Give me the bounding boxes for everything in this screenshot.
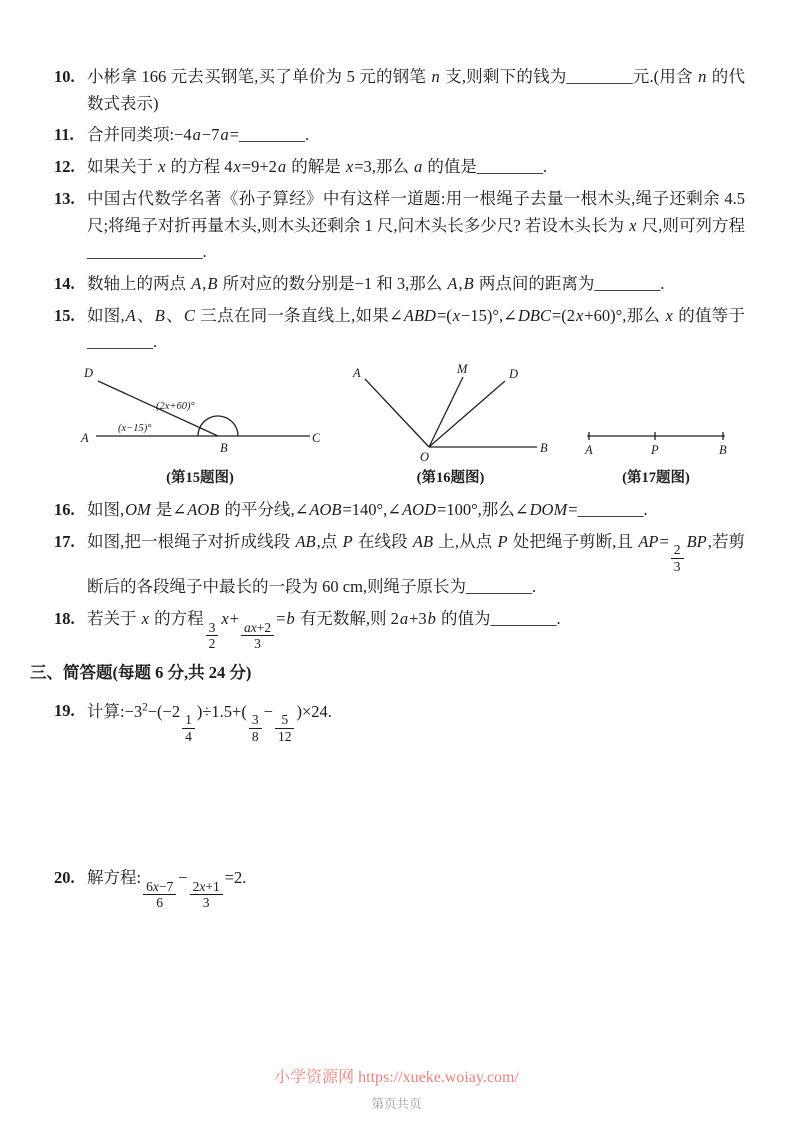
question-19-number: 19. [54,701,75,721]
text-run: )×24. [296,701,332,721]
math-variable: B [154,305,165,325]
math-variable: DOM [529,500,568,520]
question-13-text [87,189,745,261]
question-11 [54,122,745,149]
question-16-text [87,500,648,519]
fraction-denominator: 3 [673,558,681,574]
question-17-number: 17. [54,531,75,551]
question-12 [54,154,745,181]
point-label-a: A [352,366,361,381]
math-variable: A [125,305,136,325]
question-10-number: 10. [54,67,75,86]
point-label-a: A [81,431,89,446]
text-run: 支,则剩下的钱为________元.(用含 [440,67,698,86]
text-run: 如图, [87,500,125,520]
text-run: =________. [568,500,648,520]
math-variable: A [191,274,202,294]
text-run: =________. [229,125,310,145]
ray-od [429,381,505,447]
text-run: )÷1.5+( [196,701,247,721]
question-20-number: 20. [54,868,75,888]
math-variable: P [497,531,508,551]
point-label-m: M [456,363,467,377]
text-run: , [458,274,463,294]
text-run: 有无数解,则 2 [295,609,399,629]
math-variable: x [158,157,166,177]
math-variable: A [447,274,458,294]
question-18 [54,606,745,652]
question-12-text [87,157,547,176]
text-run: −15)°,∠ [461,305,517,325]
text-run: 是∠ [151,500,187,520]
fraction-denominator: 6 [156,895,164,911]
fraction [190,879,223,911]
math-variable: a [399,609,409,629]
text-run: +60)°,那么 [584,305,665,325]
point-label-p: P [651,443,659,458]
math-variable: a [277,157,287,177]
point-label-a: A [585,443,593,458]
text-run: +3 [409,609,427,629]
text-run: 如图,把一根绳子对折成线段 [87,531,295,551]
angle-label-2x-plus-60: (2x+60)° [156,401,195,413]
fraction-numerator: 2 [671,542,684,559]
text-run: =3,那么 [354,157,414,177]
math-variable: AB [295,531,316,551]
math-variable: n [431,67,440,86]
text-run: −7 [201,125,220,145]
fraction-numerator: 6x−7 [143,879,176,896]
math-variable: AOB [309,500,342,520]
text-run: 的解是 [287,157,345,177]
text-run: =140°,∠ [342,500,402,520]
answer-space-q19 [54,749,745,865]
fraction-numerator: 1 [182,712,195,729]
question-14 [54,271,745,298]
math-variable: a [192,125,201,145]
text-run: 若关于 [87,609,141,629]
math-variable: x [665,305,673,325]
fraction [206,620,219,652]
math-variable: AB [412,531,434,551]
point-label-o: O [419,450,429,464]
figure-17 [581,363,731,487]
fraction-denominator: 12 [277,728,292,744]
figure-15-drawing [80,363,320,463]
text-run: =( [436,305,452,325]
figure-16-drawing [351,363,551,463]
angle-arc-abd [198,428,200,436]
text-run: 所对应的数分别是−1 和 3,那么 [218,274,447,294]
math-variable: BP [686,531,707,551]
figure-17-drawing [581,363,731,463]
math-variable: B [463,274,474,294]
fraction [241,620,274,652]
figure-15 [80,363,320,487]
text-run: + [229,609,239,629]
math-variable: x [221,609,229,629]
question-15 [54,303,745,356]
angle-label-x-minus-15: (x−15)° [118,423,152,435]
fraction-numerator: ax+2 [241,620,274,637]
fraction-denominator: 3 [254,636,261,652]
math-variable: P [342,531,353,551]
fraction [182,712,195,744]
text-run: 的值等于________. [87,305,746,352]
text-run: 中国古代数学名著《孙子算经》中有这样一道题:用一根绳子去量一根木头,绳子还剩余 4.5 尺;将绳子对折再量木头,则木头还剩余 1 尺,问木头长多少尺? 若设木头长为 [87,188,745,235]
question-10-text [87,67,745,113]
point-label-b: B [719,443,727,458]
fraction-numerator: 2x+1 [190,879,223,896]
figure-16-caption: (第16题图) [416,470,485,487]
fraction-denominator: 2 [208,636,216,652]
question-16 [54,497,745,524]
question-17 [54,529,745,601]
fraction-denominator: 8 [251,728,259,744]
text-run: 小彬拿 166 元去买钢笔,买了单价为 5 元的钢笔 [87,67,431,86]
math-variable: B [207,274,218,294]
fraction [275,712,295,744]
question-18-text [87,609,561,652]
fraction-numerator: 5 [275,712,295,729]
text-run: 如图, [87,305,125,325]
text-run: 的值为________. [436,609,561,629]
point-label-d: D [84,366,94,381]
question-13-number: 13. [54,188,75,208]
text-run: 的值是________. [423,157,548,177]
section-3-title: 三、简答题(每题 6 分,共 24 分) [30,662,252,682]
question-20-text [87,868,247,911]
fraction [143,879,176,911]
question-16-number: 16. [54,500,75,520]
question-20 [54,865,745,911]
figure-15-caption: (第15题图) [166,470,234,487]
text-run: 如果关于 [87,157,158,177]
question-19-text [87,701,332,744]
text-run: ,点 [316,531,342,551]
math-variable: C [183,305,195,325]
text-run: 上,从点 [434,531,497,551]
question-19 [54,698,745,744]
question-13 [54,186,745,266]
text-run: 三点在同一条直线上,如果∠ [195,305,403,325]
text-run: 处把绳子剪断,且 [508,531,638,551]
text-run: − [178,868,188,888]
point-label-d: D [508,367,518,382]
question-14-text [87,274,664,293]
text-run: = [659,531,669,551]
question-11-text [87,125,309,144]
question-18-number: 18. [54,609,75,629]
text-run: =9+2 [241,157,277,177]
point-label-b: B [220,441,228,456]
superscript: 2 [142,701,148,714]
text-run: 的平分线,∠ [220,500,309,520]
text-run: 两点间的距离为________. [474,274,665,294]
text-run: 、 [165,305,183,325]
math-variable: ABD [403,305,436,325]
question-11-number: 11. [54,125,74,145]
point-label-b: B [539,441,548,456]
math-variable: x [345,157,354,177]
math-variable: x [576,305,584,325]
text-run: ,若剪断后的各段绳子中最长的一段为 60 cm,则绳子原长为________. [87,531,746,597]
math-variable: b [286,609,295,629]
math-variable: n [698,67,707,86]
math-variable: x [452,305,461,325]
text-run: 在线段 [353,531,412,551]
math-variable: a [414,157,423,177]
math-variable: AOD [402,500,437,520]
text-run: −(−2 [147,701,181,721]
ray-om [429,377,463,447]
text-run: 的代数式表示) [87,67,746,113]
question-15-number: 15. [54,305,75,325]
math-variable: DBC [517,305,551,325]
fraction [249,712,262,744]
angle-arc-dbc [200,416,238,436]
text-run: =(2 [551,305,576,325]
fraction-numerator: 3 [206,620,219,637]
figures-row [54,361,745,487]
text-run: 数轴上的两点 [87,274,191,294]
figure-17-caption: (第17题图) [622,470,690,487]
question-17-text [87,532,745,597]
page-footer [0,1067,793,1112]
question-14-number: 14. [54,274,75,294]
fraction-denominator: 3 [202,895,210,911]
question-10 [54,64,745,117]
math-variable: a [220,125,229,145]
fraction [671,542,684,574]
text-run: 的方程 [149,609,204,629]
text-run: 的方程 4 [166,157,233,177]
fraction-numerator: 3 [249,712,262,729]
text-run: 、 [136,305,154,325]
question-12-number: 12. [54,157,75,177]
math-variable: x [141,609,149,629]
footer-page-indicator: 第页共页 [371,1097,422,1111]
point-label-c: C [312,431,320,446]
text-run: − [263,701,273,721]
text-run: = [276,609,286,629]
ray-oa [365,379,429,447]
text-run: 尺,则可列方程______________. [87,215,745,262]
math-variable: AP [638,531,659,551]
text-run: 解方程: [87,868,142,888]
math-variable: x [629,215,637,235]
fraction-denominator: 4 [185,728,192,744]
text-run: , [202,274,207,294]
text-run: =100°,那么∠ [437,500,529,520]
text-run: =2. [224,868,247,888]
math-variable: x [233,157,241,177]
text-run: 合并同类项:−4 [87,125,192,145]
text-run: 计算:−3 [87,701,143,721]
math-variable: b [427,609,436,629]
question-15-text [87,306,745,352]
footer-site-link[interactable]: 小学资源网 https://xueke.woiay.com/ [274,1068,519,1086]
figure-16 [351,363,551,487]
math-variable: OM [125,500,151,520]
math-variable: AOB [187,500,220,520]
